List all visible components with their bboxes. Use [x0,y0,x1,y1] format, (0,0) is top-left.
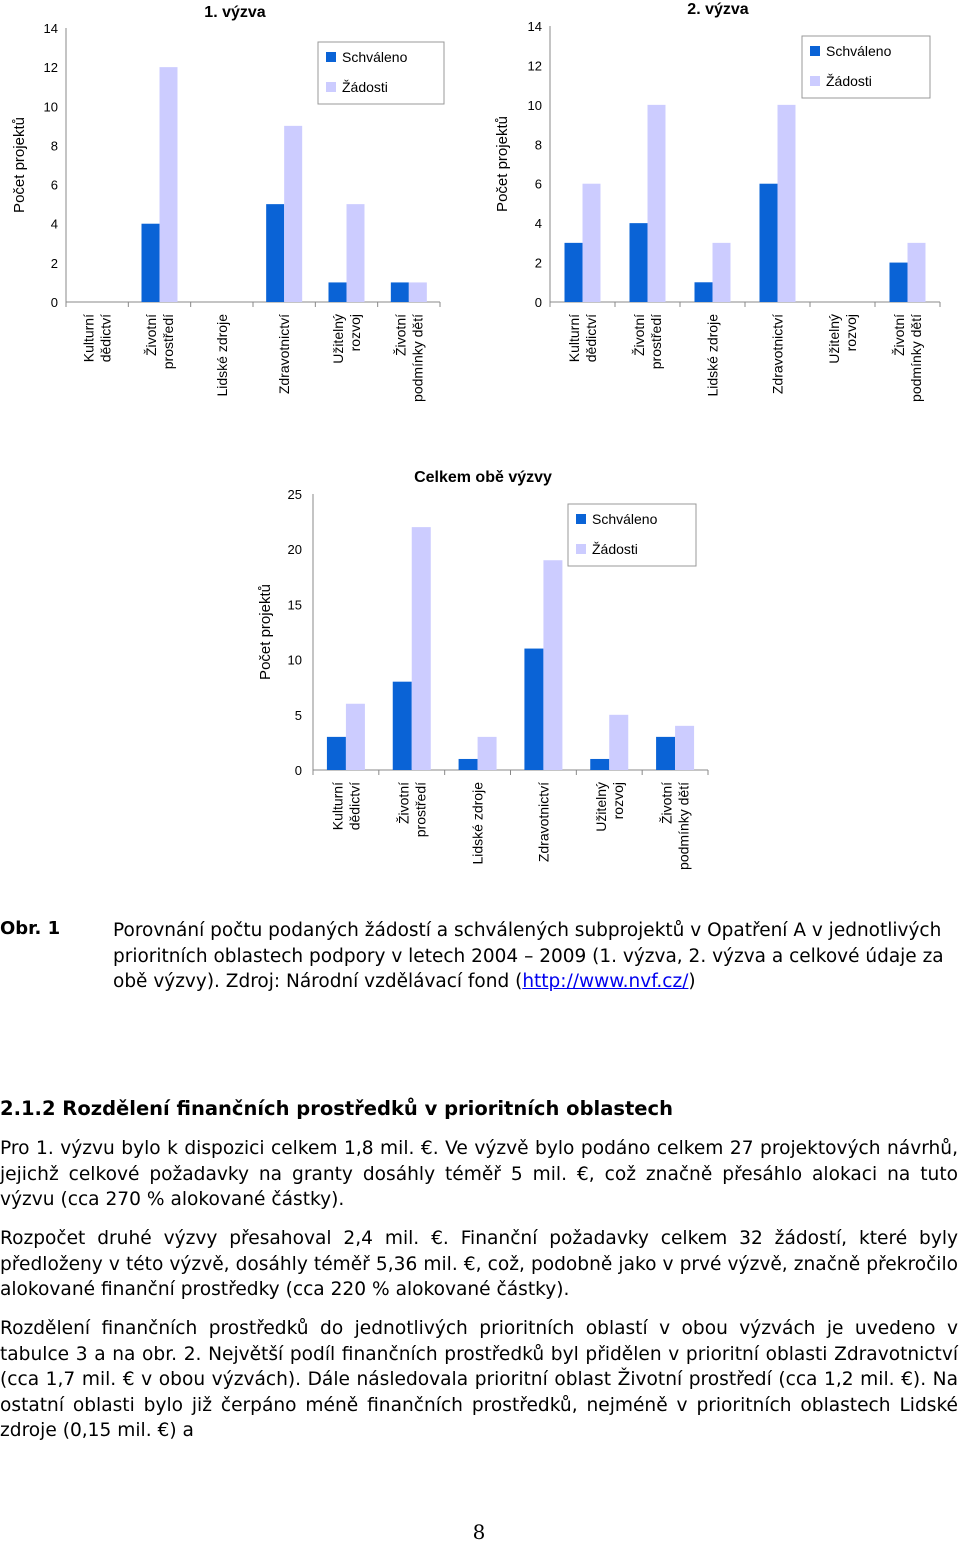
caption-body: Porovnání počtu podaných žádostí a schválených subprojektů v Opatření A v jednotlivých prioritních oblastech podpory v letech 2004 – 2009 (1. výzva, 2. výzva a celkové údaje za obě výzvy). Zdroj: Národní vzdělávací fond ( [113,920,944,992]
chart-legend [318,42,444,104]
x-tick-label-line: rozvoj [347,314,363,352]
bar-schvaleno [327,737,346,770]
x-tick-label-line: rozvoj [609,782,626,820]
y-tick-label: 10 [527,97,542,113]
y-tick-label: 0 [294,763,302,778]
bar-schvaleno [890,263,908,302]
chart-legend [568,504,696,566]
bar-schvaleno [142,224,160,302]
bar-zadosti [346,704,365,770]
bar-schvaleno [459,759,478,770]
caption-label: Obr. 1 [0,918,61,939]
x-tick-label-line: Lidské zdroje [213,314,230,397]
x-tick-label-line: Zdravotnictví [535,782,552,863]
y-tick-label: 0 [534,295,542,310]
caption-end: ) [688,971,696,992]
y-tick-label: 20 [287,542,302,558]
x-tick-label [143,314,176,369]
x-tick-label-line: Životní [395,782,412,825]
x-tick-label [891,314,924,402]
x-tick-label [276,314,292,394]
x-tick-label-line: Kulturní [329,782,346,831]
paragraph-1: Pro 1. výzvu bylo k dispozici celkem 1,8 mil. €. Ve výzvě bylo podáno celkem 27 projektových návrhů, jejichž celkové požadavky na granty dosáhly téměř 5 mil. €, což značně přesáhlo alokaci na tuto výzvu (cca 270 % alokované částky). [0,1138,958,1210]
bar-zadosti [543,560,562,770]
y-axis-label: Počet projektů [494,116,511,212]
chart-title: Celkem obě výzvy [414,469,552,486]
x-tick-label [392,314,425,402]
chart-title: 2. výzva [687,1,749,18]
x-tick-label [214,314,230,397]
bar-schvaleno [266,204,284,302]
bar-zadosti [675,726,694,770]
bar-zadosti [713,243,731,302]
bar-schvaleno [524,649,543,770]
y-tick-label: 10 [43,99,58,115]
bar-schvaleno [760,184,778,302]
bar-schvaleno [329,282,347,302]
chart-celkem [250,460,720,880]
legend-swatch-zadosti [810,76,820,86]
y-tick-label: 8 [534,137,542,153]
x-tick-label-line: dědictví [346,782,363,831]
x-tick-label-line: Zdravotnictví [276,314,293,395]
x-tick-label [535,782,551,862]
x-tick-label-line: Kulturní [566,314,582,363]
x-tick-label [395,782,428,837]
bar-zadosti [347,204,365,302]
chart-title: 1. výzva [204,4,266,21]
x-tick-label [770,314,786,394]
x-tick-label-line: Užitelný [330,314,346,364]
y-tick-label: 14 [527,19,542,34]
y-axis-label: Počet projektů [257,584,274,680]
legend-label-schvaleno: Schváleno [592,511,658,527]
x-tick-label-line: Lidské zdroje [704,314,721,397]
x-tick-label-line: podmínky dětí [908,314,924,402]
bar-zadosti [609,715,628,770]
x-tick-label [566,314,599,362]
paragraph-2: Rozpočet druhé výzvy přesahoval 2,4 mil. €. Finanční požadavky celkem 32 žádostí, které byly předloženy v této výzvě, dosáhly téměř 5,36 mil. €, což, podobně jako v prvé výzvě, značně překročilo alokované finanční prostředky (cca 220 % alokované částky). [0,1228,958,1300]
y-tick-label: 5 [294,707,302,723]
x-tick-label-line: dědictví [583,314,599,363]
legend-swatch-schvaleno [326,52,336,62]
bar-schvaleno [630,223,648,302]
x-tick-label [826,314,859,364]
x-tick-label-line: Zdravotnictví [769,314,786,395]
x-tick-label-line: prostředí [160,314,176,370]
bar-schvaleno [656,737,675,770]
y-tick-label: 25 [287,487,302,502]
paragraph-3: Rozdělení finančních prostředků do jednotlivých prioritních oblastí v obou výzvách je uvedeno v tabulce 3 a na obr. 2. Největší podíl finančních prostředků byl přidělen v prioritní oblasti Zdravotnictví (cca 1,7 mil. € v obou výzvách). Dále následovala prioritní oblast Životní prostředí (cca 1,2 mil. €). Na ostatní oblasti bylo již čerpáno méně finančních prostředků, nejméně v prioritních oblastech Lidské zdroje (0,15 mil. €) a [0,1318,958,1441]
bar-zadosti [478,737,497,770]
x-tick-label-line: Životní [631,314,647,357]
x-tick-label [81,314,114,362]
x-tick-label-line: prostředí [648,314,664,370]
y-tick-label: 4 [50,216,58,232]
x-tick-label [593,782,626,832]
x-tick-label-line: prostředí [412,782,429,838]
bar-schvaleno [590,759,609,770]
y-tick-label: 8 [50,138,58,154]
legend-label-zadosti: Žádosti [592,541,638,557]
y-tick-label: 12 [527,58,542,74]
legend-label-zadosti: Žádosti [342,79,388,95]
y-tick-label: 12 [43,60,58,76]
x-tick-label-line: rozvoj [843,314,859,352]
y-tick-label: 4 [534,216,542,232]
bar-zadosti [409,282,427,302]
x-tick-label [329,782,362,830]
y-tick-label: 2 [50,255,58,271]
y-tick-label: 6 [534,176,542,192]
bar-schvaleno [391,282,409,302]
y-tick-label: 10 [287,652,302,668]
y-tick-label: 14 [43,21,58,36]
x-tick-label-line: Životní [392,314,409,357]
x-tick-label-line: Užitelný [592,782,609,832]
bar-zadosti [648,105,666,302]
bar-zadosti [160,67,178,302]
x-tick-label-line: dědictví [97,314,114,363]
caption-link[interactable]: http://www.nvf.cz/ [522,971,689,992]
x-tick-label [659,782,692,870]
x-tick-label [470,782,486,865]
x-tick-label-line: Životní [658,782,675,825]
page-number: 8 [472,1520,486,1544]
x-tick-label-line: Užitelný [826,314,842,364]
y-axis-label: Počet projektů [11,117,28,213]
x-tick-label [631,314,664,369]
chart-vyzva-2 [480,0,960,410]
y-tick-label: 6 [50,177,58,193]
caption-text [113,918,958,995]
y-tick-label: 15 [287,597,302,613]
x-tick-label-line: Životní [143,314,159,357]
x-tick-label-line: Lidské zdroje [469,782,486,865]
x-tick-label-line: Životní [891,314,907,357]
x-tick-label-line: podmínky dětí [409,314,426,402]
bar-schvaleno [695,282,713,302]
x-tick-label [705,314,721,397]
legend-label-zadosti: Žádosti [826,73,872,89]
y-tick-label: 0 [50,295,58,310]
bar-zadosti [908,243,926,302]
x-tick-label-line: podmínky dětí [675,782,692,870]
bar-schvaleno [565,243,583,302]
legend-swatch-zadosti [576,544,586,554]
section-heading: 2.1.2 Rozdělení finančních prostředků v prioritních oblastech [0,1097,673,1120]
legend-swatch-schvaleno [810,46,820,56]
chart-vyzva-1 [0,0,470,410]
bar-zadosti [778,105,796,302]
legend-label-schvaleno: Schváleno [826,43,892,59]
legend-swatch-schvaleno [576,514,586,524]
legend-label-schvaleno: Schváleno [342,49,408,65]
bar-schvaleno [393,682,412,770]
bar-zadosti [284,126,302,302]
bar-zadosti [583,184,601,302]
x-tick-label-line: Kulturní [80,314,97,363]
x-tick-label [330,314,363,364]
bar-zadosti [412,527,431,770]
legend-swatch-zadosti [326,82,336,92]
y-tick-label: 2 [534,255,542,271]
chart-legend [802,36,930,98]
